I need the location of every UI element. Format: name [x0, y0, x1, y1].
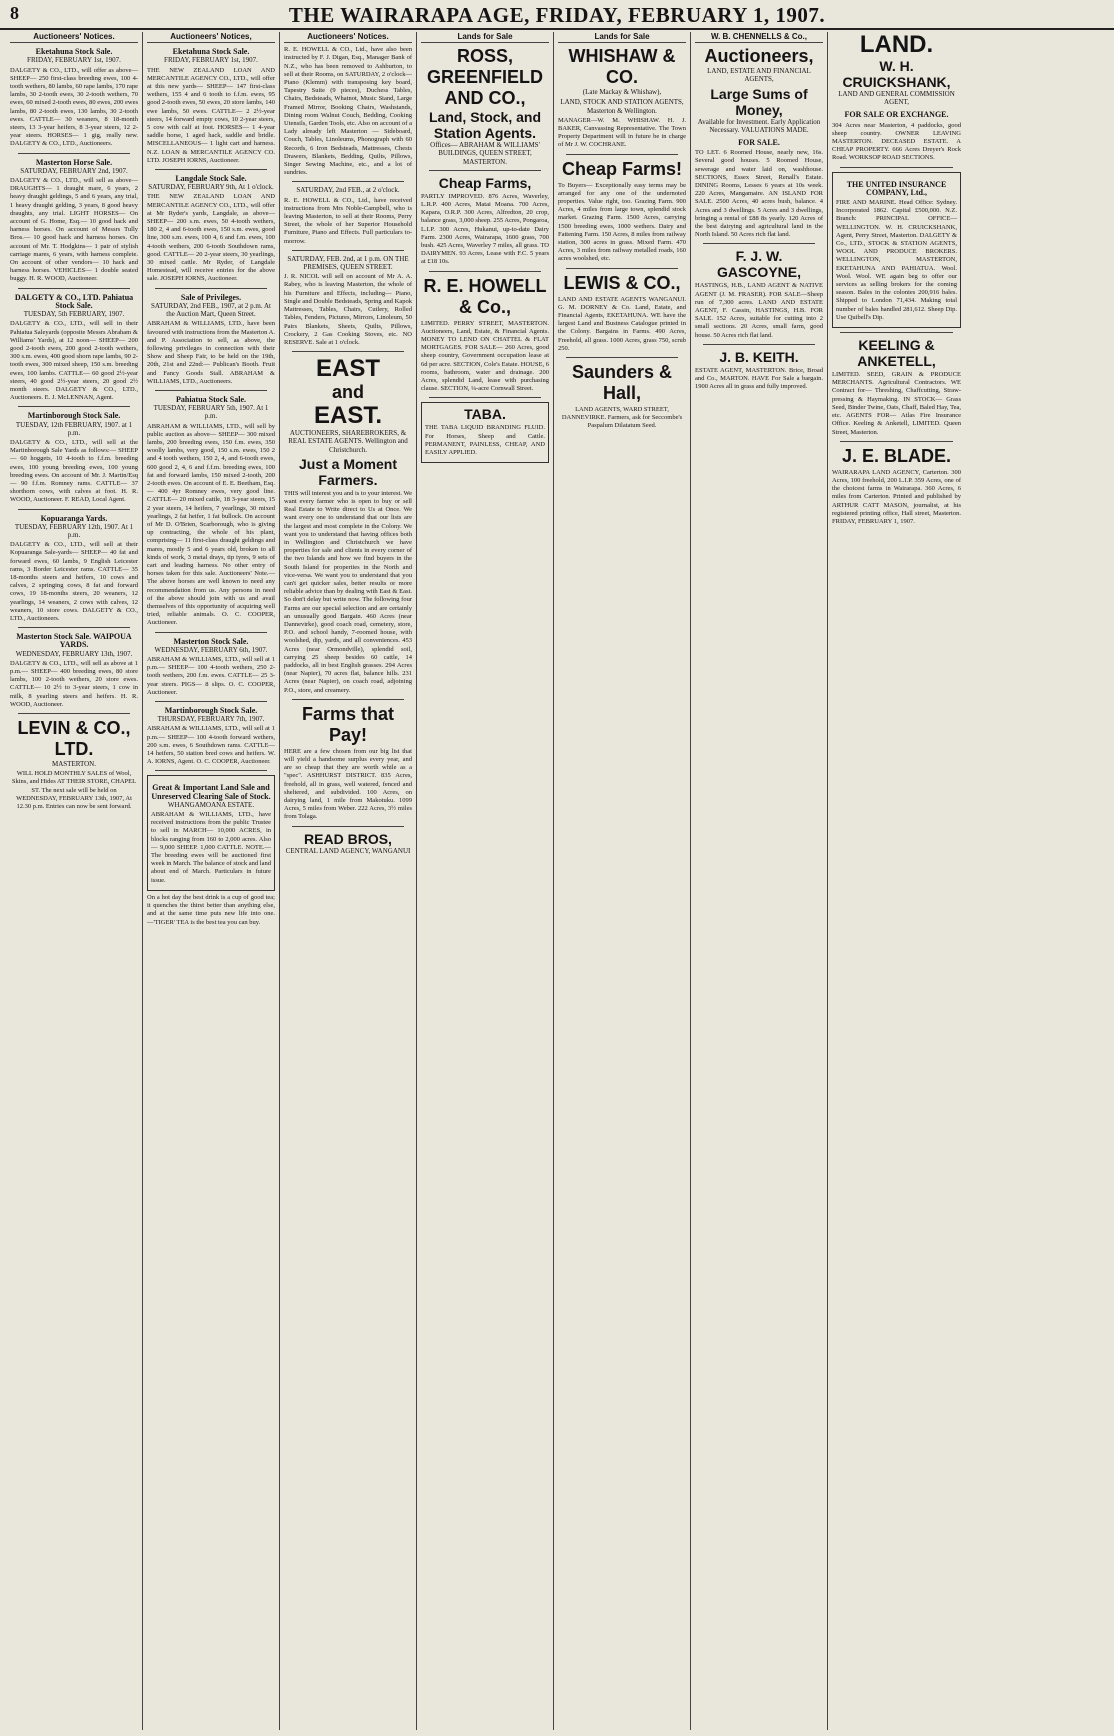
advert-heading: THE UNITED INSURANCE COMPANY, Ltd.,	[846, 179, 947, 197]
advert-subtitle: LAND, STOCK AND STATION AGENTS, Masterton & Wellington.	[560, 98, 684, 115]
divider	[840, 167, 953, 168]
advert-body: PARTLY IMPROVED. 876 Acres, Waverley, L.R.P. 400 Acres, Matai Moana. 700 Acres, Kapara, O.R.P. 300 Acres, Alfredton, 20 crop, balance grass, 3,000 sheep. 255 Acres, Pongaroa, L.I.P. 300 Acres, Hukanui, up-to-date Dairy Farm. 2300 Acres, Wairarapa, 1600 grass, 700 bush. 425 Acres, Waverley 7 miles, all grass. TO DAIRYMEN. 93 Acres, Lease with F.C. 5 years at £18 10s.	[421, 192, 549, 266]
advert-heading: FOR SALE.	[738, 138, 780, 148]
advert-title: AND CO.,	[444, 88, 526, 109]
column-heading: W. B. CHENNELLS & Co.,	[695, 32, 823, 43]
advert-body: LIMITED. PERRY STREET, MASTERTON. Auctioneers, Land, Estate, & Financial Agents. MONEY TO LEND ON CHATTEL & FLAT MORTGAGES. FOR SALE— 260 Acres, good sheep country, Government occupation lease at 6d per acre. SECTION, Cole's Estate. HOUSE, 6 rooms, bathroom, water and drainage. 200 Acres, splendid Land, lease with purchasing clause. SECTION, ¼-acre Cornwall Street.	[421, 319, 549, 393]
notice-body: THE NEW ZEALAND LOAN AND MERCANTILE AGENCY CO., LTD., will offer at this new yards— SHEEP— 147 first-class wethers, 155 4 and 6 tooth to f.f.m. ewes, 95 good 2-tooth ewes, 50 ewes, 20 store lambs, 140 ewe lambs, 50 ewes. CATTLE— 2 2½-year steers, 14 forward empty cows, 10 2-year steers, 5 cow with calf at foot. HORSES— 1 4-year saddle horse, 1 aged hack, saddle and bridle. MISCELLANEOUS— 1 light cart and harness. N.Z. LOAN & MERCANTILE AGENCY CO. LTD. JOSEPH IORNS, Auctioneer.	[147, 66, 275, 164]
advert-body: HERE are a few chosen from our big list that will yield a handsome surplus every year, and are so cheap that they are worth while as a "spec". ASHHURST DISTRICT. 835 Acres, freehold, all in grass, well watered, fenced and sheltered, and subdivided. 100 Acres, on dairying land, 1 mile from Makotuku. 1099 Acres, 5 miles from Weber. 222 Acres, 3½ miles from Tolaga.	[284, 747, 412, 821]
advert-body: THIS will interest you and is to your interest. We want every farmer who is open to buy or sell Real Estate to Write direct to Us at Once. We want every one to understand that our lists are the largest and most complete in the Colony. We want you to understand that having offices both in Wellington and Christchurch we have properties for sale and clients in every corner of the two Islands and how we find buyers in the South Island for properties in the North and vice-versa. We want you to understand that you can't get quicker sales, better results or more reliable advice than by dealing with East & East. So don't delay but write now. The following four Farms are our special selection and are certainly an unusually good Bargain. 460 Acres (near Dannevirke), good coach road, cemetery, store, P.O. and school handy, 7-roomed house, with woolshed, dip, yards, and all conveniences. 453 Acres (near Ormondville), splendid soil, carrying 25 sheep besides 60 cattle, 14 paddocks, all in best English grasses. 294 Acres (near Napier), 70 acres flat, balance hills. 231 Acres (near Napier), on coach road, adjoining P.O., store, and creamery.	[284, 489, 412, 694]
notice-date: THURSDAY, FEBRUARY 7th, 1907.	[157, 715, 265, 724]
advert-heading: R. E. HOWELL & Co.,	[423, 275, 547, 317]
notice-date: SATURDAY, 2nd FEB., at 2 o'clock.	[296, 186, 400, 195]
notice-title: Kopuaranga Yards.	[40, 513, 108, 523]
notice-body: THE NEW ZEALAND LOAN AND MERCANTILE AGENCY CO., LTD., will offer at Mr Ryder's yards, Langdale, as above— SHEEP— 200 s.m. ewes, 50 4-tooth wethers, 180 2, 4 and 6-tooth ewes, 150 s.m. ewes, good line, 300 s.m. ewes, 100 4, 6 and f.m. ewes, 100 4-tooth wethers, 200 6-tooth Southdown rams, good. CATTLE— 20 2-year steers, 30 yearlings, 30 mixed cattle. Mr Ryder, of Langdale Homestead, will receive entries for the above sale. JOSEPH IORNS, Auctioneer.	[147, 193, 275, 283]
advert-heading: Farms that Pay!	[301, 703, 395, 745]
advert-body: WILL HOLD MONTHLY SALES of Wool, Skins, and Hides AT THEIR STORE, CHAPEL ST. The next sale will be held on WEDNESDAY, FEBRUARY 13th, 1907, At 12.30 p.m. Entries can now be sent forward.	[11, 770, 137, 811]
columns	[6, 32, 1108, 1730]
notice-title: Masterton Horse Sale.	[35, 157, 113, 167]
divider	[155, 770, 267, 771]
divider	[18, 509, 130, 510]
divider	[703, 243, 815, 244]
advert-title: LAND.	[859, 32, 934, 58]
notice-body: DALGETY & CO., LTD., will sell in their Pahiatua Saleyards (opposite Messrs Abraham & Williams' Yards), at 12 noon— SHEEP— 200 good 2-tooth ewes, 200 good 2-tooth wethers, 300 s.m. ewes, 400 good shorn rape lambs, 90 2-tooth ewes, 300 mixed sheep, 150 s.m. breeding ewes, 100 lambs. CATTLE— 60 good 2½-year steers, 40 good 2½-year steers, 20 good 2½ month steers. DALGETY & CO., LTD., Auctioneers. E. J. McLENNAN, Agent.	[10, 320, 138, 402]
notice-body: ABRAHAM & WILLIAMS, LTD., will sell at 1 p.m.— SHEEP— 100 4-tooth forward wethers, 200 s.m. ewes, 6 Southdown rams. CATTLE— 14 heifers, 50 station bred cows and heifers. W. A. IORNS, Agent. O. C. COOPER, Auctioneer.	[147, 725, 275, 766]
divider	[429, 170, 541, 171]
divider	[840, 441, 953, 442]
advert-heading: KEELING & ANKETELL,	[857, 337, 936, 370]
advert-body: LIMITED. SEED, GRAIN & PRODUCE MERCHANTS. Agricultural Contractors. WE Contract for— Threshing, Chaffcutting, Straw-pressing & Haymaking. IN STOCK— Grass Seed, Binder Twine, Oats, Chaff, Baled Hay, Tea, etc. AGENTS FOR— Atlas Fire Insurance Office. Keeling & Anketell, LIMITED. Queen Street, Masterton.	[832, 371, 961, 436]
notice-date: SATURDAY, FEB. 2nd, at 1 p.m. ON THE PREMISES, QUEEN STREET.	[287, 254, 409, 272]
advert-title: Saunders & Hall,	[571, 362, 673, 404]
advert-body: THE TABA LIQUID BRANDING FLUID. For Horses, Sheep and Cattle. PERMANENT, PAINLESS, CHEAP, AND EASILY APPLIED.	[425, 424, 545, 457]
advert-subtitle: LAND AND GENERAL COMMISSION AGENT,	[838, 90, 955, 107]
divider	[292, 351, 404, 352]
advert-heading: FOR SALE OR EXCHANGE.	[844, 110, 949, 120]
notice-body: ABRAHAM & WILLIAMS, LTD., will sell by public auction as above— SHEEP— 300 mixed lambs, 200 breeding ewes, 150 f.m. ewes, 350 woolly lambs, very good, 150 s.m. ewes, 150 2 and 4 tooth wethers, 150 2, 4, and 6-tooth ewes, 600 good 2, 4, 6 and f.f.m. breeding ewes, 100 fat and forward lambs, 150 mixed 2-tooth, 200 2-tooth ewes. On account of E. E. Beetham, Esq.— 400 4yr Romney ewes, very good line. CATTLE— 20 mixed cattle, 18 3-year steers, 15 2 year steers, 14 heifers, 7 yearlings, 30 mixed yearlings, 2 fat heifer, 1 fat bullock. On account of Mr D. O'Brien, Scarborough, who is giving up contracting, the whole of his plant, comprising— 11 first-class draught geldings and mares, mostly 5 and 6 years old, broken to all kinds of work, 3 metal drays, tip tyres, 9 sets of cart and leading harness. No other entry of horses taken for this sale. Auctioneers' Note.—The above horses are well known to need any recommendation from us. Any persons in need of the above should join with us and avail themselves of this opportunity of acquiring well tried, reliable animals. O. C. COOPER, Auctioneer.	[147, 422, 275, 627]
notice-title: Martinborough Stock Sale.	[27, 411, 121, 421]
advert-heading: LEWIS & CO.,	[563, 272, 681, 293]
divider	[18, 627, 130, 628]
divider	[18, 288, 130, 289]
advert-body: LAND AGENTS, WARD STREET, DANNEVIRKE. Farmers, ask for Seccombe's Paspalum Dilatatum Seed.	[561, 406, 683, 430]
notice-body: DALGETY & CO., LTD., will sell as above— DRAUGHTS— 1 draught mare, 6 years, 2 heavy draught geldings, 5 and 6 years, any trial, 1 heavy draught gelding, 3 years, 8 good heavy draughts, any trial. LIGHT HORSES— On account of G. Home, Esq.— 10 good hack and harness horses. On account of Messrs Tully Bros.— 10 good hack and harness horses. On account of Mr. T. Hodgkins— 1 pair of stylish carriage mares, 6 years, with harness complete. On account of other vendors— 10 hack and harness horses. VEHICLES— 1 double seated buggy. H. R. WOOD, Auctioneer.	[10, 177, 138, 283]
divider	[292, 181, 404, 182]
divider	[292, 250, 404, 251]
column-4	[417, 32, 554, 1730]
notice-date: WHANGAMOANA ESTATE.	[167, 800, 255, 809]
notice-date: TUESDAY, FEBRUARY 5th, 1907. At 1 p.m.	[153, 404, 269, 421]
advert-body: LAND AND ESTATE AGENTS WANGANUI. G. M. DORNEY & Co. Land, Estate, and Financial Agents, EKETAHUNA. WE have the largest Land and Business Catalogue printed in the Colony. Bargains in Farms. 490 Acres, Freehold, all grass. 1000 Acres, grass 750, scrub 250.	[558, 295, 686, 352]
divider	[292, 826, 404, 827]
advert-heading: Cheap Farms!	[561, 158, 683, 179]
column-1	[6, 32, 143, 1730]
advert-title: J. B. KEITH.	[719, 348, 799, 365]
divider	[18, 406, 130, 407]
advert-subtitle: LAND, ESTATE AND FINANCIAL AGENTS,	[707, 67, 811, 84]
column-heading: Auctioneers' Notices.	[10, 32, 138, 43]
notice-body: R. E. HOWELL & CO., Ltd., have received instructions from Mrs Noble-Campbell, who is leaving Masterton, to sell at their Rooms, Perry Street, the whole of her Superior Household Furniture, Piano and Effects. Full particulars to-morrow.	[284, 196, 412, 245]
notice-title: Masterton Stock Sale. WAIPOUA YARDS.	[16, 632, 132, 650]
notice-date: TUESDAY, 5th FEBRUARY, 1907.	[23, 310, 125, 319]
divider	[155, 288, 267, 289]
page-number: 8	[10, 3, 20, 23]
advert-heading: F. J. W. GASCOYNE,	[716, 248, 801, 281]
notice-date: WEDNESDAY, FEBRUARY 13th, 1907.	[15, 649, 133, 658]
notice-title: Sale of Privileges.	[180, 292, 242, 302]
notice-title: Eketahuna Stock Sale.	[35, 47, 113, 57]
notice-date: TUESDAY, 12th FEBRUARY, 1907. at 1 p.m.	[15, 420, 133, 437]
divider	[155, 390, 267, 391]
advert-title: ROSS, GREENFIELD	[426, 46, 543, 88]
column-3	[280, 32, 417, 1730]
notice-date: SATURDAY, 2nd FEB., 1907, at 2 p.m. At the Auction Mart, Queen Street.	[151, 301, 271, 319]
column-7	[828, 32, 965, 1730]
notice-date: SATURDAY, FEBRUARY 9th, At 1 o'clock.	[148, 183, 274, 192]
notice-body: ABRAHAM & WILLIAMS, LTD., will sell at 1 p.m.— SHEEP— 100 4-tooth wethers, 250 2-tooth wethers, 200 f.m. ewes. CATTLE— 25 3-year steers. PIGS— 8 slips. O. C. COOPER, Auctioneer.	[147, 656, 275, 696]
notice-title: Langdale Stock Sale.	[175, 174, 247, 184]
column-2	[143, 32, 280, 1730]
advert-title: LEVIN & CO., LTD.	[17, 718, 131, 760]
advert-body: 304 Acres near Masterton, 4 paddocks, good sheep country. OWNER LEAVING MASTERTON. DECEASED ESTATE. A CHEAP PROPERTY. 666 Acres Dreyer's Rock Road. WORKSOP ROAD SECTIONS.	[832, 121, 961, 162]
advert-title: J. E. BLADE.	[841, 445, 952, 466]
advert-body: MANAGER—W. M. WHISHAW. H. J. BAKER, Canvassing Representative. The Town Property Department will in future be in charge of Mr J. W. COCHRANE.	[558, 116, 686, 149]
notice-date: TUESDAY, FEBRUARY 12th, 1907. At 1 p.m.	[14, 522, 134, 539]
notice-body: ABRAHAM & WILLIAMS, LTD., have been favoured with instructions from the Masterton A. and P. Association to sell, as above, the following privileges in connection with their Show and Sheep Fair, to be held on the 19th, 20th, 21st and 22nd:— Publican's Booth. Fruit and Fancy Goods Stall. ABRAHAM & WILLIAMS, LTD., Auctioneers.	[147, 320, 275, 385]
notice-body: DALGETY & CO., LTD., will sell at their Kopuaranga Sale-yards— SHEEP— 40 fat and forward ewes, 60 lambs, 9 English Leicester rams, 3 Border Leicester rams. CATTLE— 35 18-months steers and heifers, 10 cows and calves, 2 springing cows, 8 fat and forward cows, 19 18-months steers, 20 weaners, 12 yearlings, 14 weaners, 2 cows with calves, 12 weaners, 10 store cows. DALGETY & CO., LTD., Auctioneers.	[10, 541, 138, 622]
divider	[18, 153, 130, 154]
advert-subtitle: (Late Mackay & Whishaw),	[582, 88, 662, 97]
advert-body: FIRE AND MARINE. Head Office: Sydney. Incorporated 1862. Capital £500,000. N.Z. Branch: PRINCIPAL OFFICE—WELLINGTON. W. H. CRUICKSHANK, Agent, Perry Street, Masterton. DALGETY & Co., LTD., STOCK & STATION AGENTS, WOOL AND PRODUCE BROKERS. WELLINGTON, MASTERTON, EKETAHUNA AND PAHIATUA. Wool. Wool. Wool. WE again beg to offer our services as selling brokers for the coming season. Bales in the colonies 200,916 bales. Shipped to London 71,434. Making total number of bales handled 281,612. Sheep Dip. Use Quibell's Dip.	[836, 199, 957, 321]
notice-date: FRIDAY, FEBRUARY 1st, 1907.	[164, 56, 258, 65]
notice-date: FRIDAY, FEBRUARY 1st, 1907.	[27, 56, 121, 65]
divider	[703, 344, 815, 345]
divider	[429, 271, 541, 272]
advert-title: EAST	[315, 355, 380, 383]
notice-body: R. E. HOWELL & CO., Ltd., have also been instructed by F. J. Digan, Esq., Manager Bank of N.Z., who has been removed to Ashburton, to sell at their Rooms, on SATURDAY, 2 o'clock—Piano (Klemm) with transposing key board, Tapestry Suite (9 pieces), Duchess Tables, Chairs, Bedsteads, Whatnot, Music Stand, Large Framed Mirror, Booking Chairs, Washstands, Dining room Walnut Couch, Bedding, Cooking Utensils, Garden Tools, etc. Also on account of a Lady already left Masterton — Sideboard, Couch, Tables, Linoleums, Phonograph with 60 Records, 6 Iron Bedsteads, Mattresses, Chests Drawers, Blankets, Bedding, Quilts, Pillows, Singer Sewing Machine, etc., and a lot of sundries.	[284, 46, 412, 177]
advert-title: WHISHAW & CO.	[568, 46, 676, 88]
notice-title: DALGETY & CO., LTD. Pahiatua Stock Sale.	[14, 292, 134, 310]
advert-subtitle: CENTRAL LAND AGENCY, WANGANUI	[285, 846, 411, 855]
column-heading: Auctioneers' Notices.	[284, 32, 412, 43]
divider	[155, 701, 267, 702]
notice-title: Martinborough Stock Sale.	[164, 706, 258, 716]
notice-body: ABRAHAM & WILLIAMS, LTD., have received instructions from the public Trustee to sell in MARCH— 10,000 ACRES, in blocks ranging from 160 to 2,000 acres. Also— 9,000 SHEEP. 1,000 CATTLE. NOTE.—The breeding ewes will be auctioned first week in March. The balance of stock and land about end of March. Particulars in future issue.	[151, 811, 271, 884]
advert-body: HASTINGS, H.B., LAND AGENT & NATIVE AGENT (J. M. FRASER). FOR SALE—Sheep run of 7,300 acres. LAND AND ESTATE AGENT, F. Cassin, HASTINGS, H.B. FOR SALE. 152 Acres, suitable for cutting into 2 small sections. 20 Acres, small farm, good house. 50 Acres rich flat land.	[695, 282, 823, 339]
advert-subtitle: Available for Investment. Early Application Necessary. VALUATIONS MADE.	[697, 117, 821, 134]
advert-subtitle: MASTERTON.	[52, 760, 96, 769]
notice-title: Great & Important Land Sale and Unreserved Clearing Sale of Stock.	[151, 783, 271, 801]
advert-heading: Just a Moment Farmers.	[298, 455, 397, 488]
advert-heading: Large Sums of Money,	[710, 85, 808, 118]
notice-title: Masterton Stock Sale.	[173, 636, 249, 646]
advert-body: TO LET. 6 Roomed House, nearly new, 16s. Several good houses. 5 Roomed House, sewerage and water laid on, washhouse. SECTIONS, Essex Street, Renall's Estate. DINING Rooms, Lesses 6 years at 10s week. 220 Acres, Mangamaire. AN ISLAND FOR SALE. 2500 Acres, 40 acres bush, balance. 4 Acres and 3 dwellings. 5 Acres and 3 dwellings, bringing a rental of £88 8s yearly. 120 Acres of the best dairying and agricultural land in the North Island. 50 Acres rich flat land.	[695, 149, 823, 239]
newspaper-title: THE WAIRARAPA AGE, FRIDAY, FEBRUARY 1, 1907.	[288, 3, 826, 27]
notice-body: DALGETY & CO., LTD., will sell at the Martinborough Sale Yards as follows:— SHEEP— 60 hoggets, 10 4-tooth to f.f.m. breeding ewes, 100 young breeding ewes, 100 young breeding ewes. On account of Mr. J. Martin/Esq— 90 f.f.m. Romney rams. CATTLE— 37 shorthorn cows, with calves at foot. H. R. WOOD, Auctioneer. F. READ, Local Agent.	[10, 438, 138, 504]
notice-body: DALGETY & CO., LTD., will sell as above at 1 p.m.— SHEEP— 400 breeding ewes, 80 store lambs, 100 2-tooth wethers, 20 store ewes. CATTLE— 10 2½ to 3-year steers, 1 cow in milk, 8 yearling steers and heifers. H. R. WOOD, Auctioneer.	[10, 659, 138, 708]
column-heading: Lands for Sale	[421, 32, 549, 43]
masthead	[0, 0, 1114, 30]
divider	[566, 268, 678, 269]
advert-subtitle: Land, Stock, and Station Agents.	[428, 109, 541, 142]
divider	[292, 699, 404, 700]
divider	[566, 154, 678, 155]
advert-subtitle: AUCTIONEERS, SHAREBROKERS, & REAL ESTATE AGENTS. Wellington and Christchurch.	[288, 429, 408, 454]
advert-title: W. H. CRUICKSHANK,	[842, 58, 951, 90]
column-6	[691, 32, 828, 1730]
advert-title: EAST.	[313, 402, 382, 430]
advert-address: Offices— ABRAHAM & WILLIAMS' BUILDINGS, QUEEN STREET, MASTERTON.	[430, 141, 540, 166]
notice-title: Eketahuna Stock Sale.	[172, 47, 250, 57]
advert-title: TABA.	[464, 406, 506, 423]
divider	[18, 713, 130, 714]
divider	[566, 357, 678, 358]
notice-date: WEDNESDAY, FEBRUARY 6th, 1907.	[154, 645, 268, 654]
column-heading: Lands for Sale	[558, 32, 686, 43]
tea-advert: On a hot day the best drink is a cup of good tea; it quenches the thirst better than anything else, and at the same time puts new life into one.—'TIGER' TEA is the best tea you can buy.	[147, 893, 275, 926]
notice-date: SATURDAY, FEBRUARY 2nd, 1907.	[20, 166, 128, 175]
advert-title: READ BROS,	[304, 830, 392, 847]
notice-title: Pahiatua Stock Sale.	[175, 394, 246, 404]
advert-body: WAIRARAPA LAND AGENCY, Carterton. 300 Acres, 100 freehold, 200 L.I.P. 359 Acres, one of the choicest farms in Wairarapa. 360 Acres, 6 miles from Carterton. Printed and published by ARTHUR CATT MASON, journalist, at his registered printing office, Hall street, Masterton. FRIDAY, FEBRUARY 1, 1907.	[832, 468, 961, 525]
notice-body: J. R. NICOL will sell on account of Mr A. A. Rabey, who is leaving Masterton, the whole of his Furniture and Effects, including— Piano, Single and Double Bedsteads, Spring and Kapok Mattresses, Tables, Chairs, Cutlery, Rolled Tables, Fenders, Pictures, Mirrors, Linoleum, 50 Pairs Blankets, Sheets, Quilts, Pillows, Crockery, 2 Gas Cooking Stoves, etc. NO RESERVE. Sale at 1 o'clock.	[284, 273, 412, 346]
column-5	[554, 32, 691, 1730]
column-heading: Auctioneers' Notices,	[147, 32, 275, 43]
advert-title: and	[331, 382, 364, 403]
divider	[840, 332, 953, 333]
advert-heading: Cheap Farms,	[438, 174, 532, 191]
advert-body: To Buyers— Exceptionally easy terms may be arranged for any one of the undernoted properties. Value right, too. Grazing Farm. 900 Acres, 4 miles from large town, splendid stock market. Grazing Farm. 1500 Acres, carrying 1500 breeding ewes, 1000 wethers. Dairy and Fattening Farm. 150 Acres, 8 miles from railway station, 300 acres in grass. Mixed Farm. 470 Acres, 3 miles from railway metalled roads, 160 acres woolshed, etc.	[558, 181, 686, 263]
advert-body: ESTATE AGENT, MASTERTON. Brice, Broad and Co., MARTON. HAVE For Sale a bargain. 1900 Acres all in grass and fully improved.	[695, 366, 823, 391]
divider	[155, 169, 267, 170]
notice-body: DALGETY & CO., LTD., will offer as above— SHEEP— 250 first-class breeding ewes, 100 4-tooth wethers, 80 lambs, 60 rape lambs, 170 rape lambs, 30 2-tooth ewes, 30 2-tooth wethers, 70 ewes, 60 mixed 2-tooth ewes, 80 ewes, 200 ewes lambs, 80 2-tooth ewes, 130 lambs, 30 2-tooth ewes. CATTLE— 30 weaners, 8 18-month steers, 13 3-year heifers, 8 3-year steers, 12 2-year steers. HORSES— 1 gig, really new. DALGETY & CO., LTD., Auctioneers.	[10, 66, 138, 148]
divider	[155, 632, 267, 633]
divider	[429, 397, 541, 398]
advert-title: Auctioneers,	[704, 46, 814, 67]
